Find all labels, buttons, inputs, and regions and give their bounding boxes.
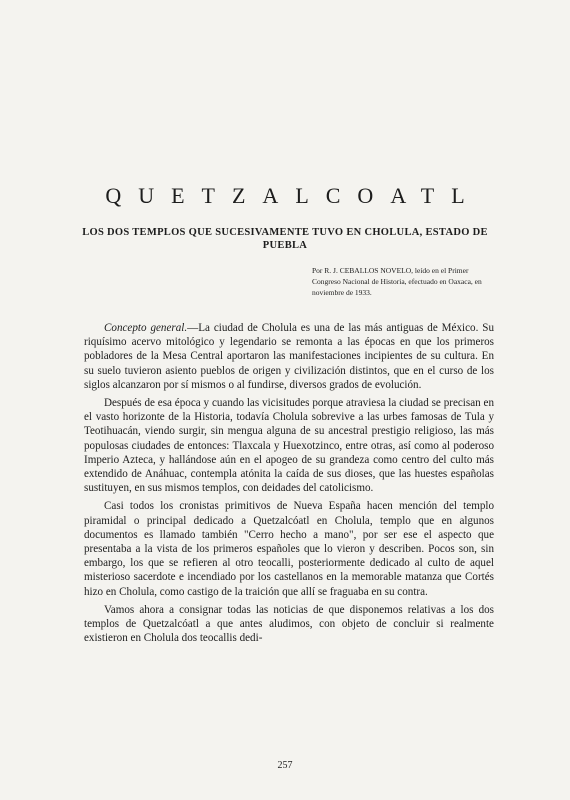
author-byline: Por R. J. CEBALLOS NOVELO, leído en el Primer Congreso Nacional de Historia, efectuado en Oaxaca, en noviembre de 1933. [312, 266, 482, 297]
paragraph-text: Casi todos los cronistas primitivos de Nueva España hacen mención del templo piramidal o principal dedicado a Quetzalcóatl en Cholula, templo que en algunos documentos es llamado también "Cerro hecho a mano", por ser ese el aspecto que presentaba a la vista de los primeros españoles que lo vieron y describen. Pocos son, sin embargo, los que se refieren al otro teocalli, posteriormente dedicado al culto de aquel misterioso sacerdote e incendiado por los castellanos en la memorable matanza que Cortés hizo en Cholula, como castigo de la traición que allí se fraguaba en su contra. [84, 500, 494, 598]
article-body [84, 321, 494, 648]
section-lead: Concepto general. [104, 322, 188, 334]
article-subtitle: LOS DOS TEMPLOS QUE SUCESIVAMENTE TUVO EN CHOLULA, ESTADO DE PUEBLA [82, 227, 488, 251]
paragraph-1 [84, 321, 494, 392]
paragraph-text: Vamos ahora a consignar todas las noticias de que disponemos relativas a los dos templos de Quetzalcóatl a que antes aludimos, con objeto de concluir si realmente existieron en Cholula dos teocallis dedi- [84, 603, 494, 645]
paragraph-text: —La ciudad de Cholula es una de las más antiguas de México. Su riquísimo acervo mitológico y legendario se remonta a las épocas en que los primeros pobladores de la Mesa Central aportaron las manifestaciones incipientes de su cultura. En su suelo tuvieron asiento pueblos de origen y civilización distintos, que en el curso de los siglos alcanzaron por sí mismos o al fundirse, diversos grados de evolución. [84, 322, 494, 391]
paragraph-2 [84, 396, 494, 495]
paragraph-text: Después de esa época y cuando las vicisitudes porque atraviesa la ciudad se precisan en el vasto horizonte de la Historia, todavía Cholula sobrevive a las urbes famosas de Tula y Teotihuacán, viendo surgir, sin mengua alguna de su ancestral prestigio religioso, las más populosas ciudades de entonces: Tlaxcala y Huexotzinco, entre otras, así como al poderoso Imperio Azteca, y hallándose aún en el apogeo de su grandeza como centro del culto más extendido de Anáhuac, contempla atónita la caída de sus dioses, que las huestes españolas sustituyen, en sus mismos templos, con deidades del catolicismo. [84, 397, 494, 495]
paragraph-4 [84, 603, 494, 646]
paragraph-3 [84, 499, 494, 598]
page-number: 257 [277, 760, 293, 771]
article-title: QUETZALCOATL [105, 183, 482, 208]
